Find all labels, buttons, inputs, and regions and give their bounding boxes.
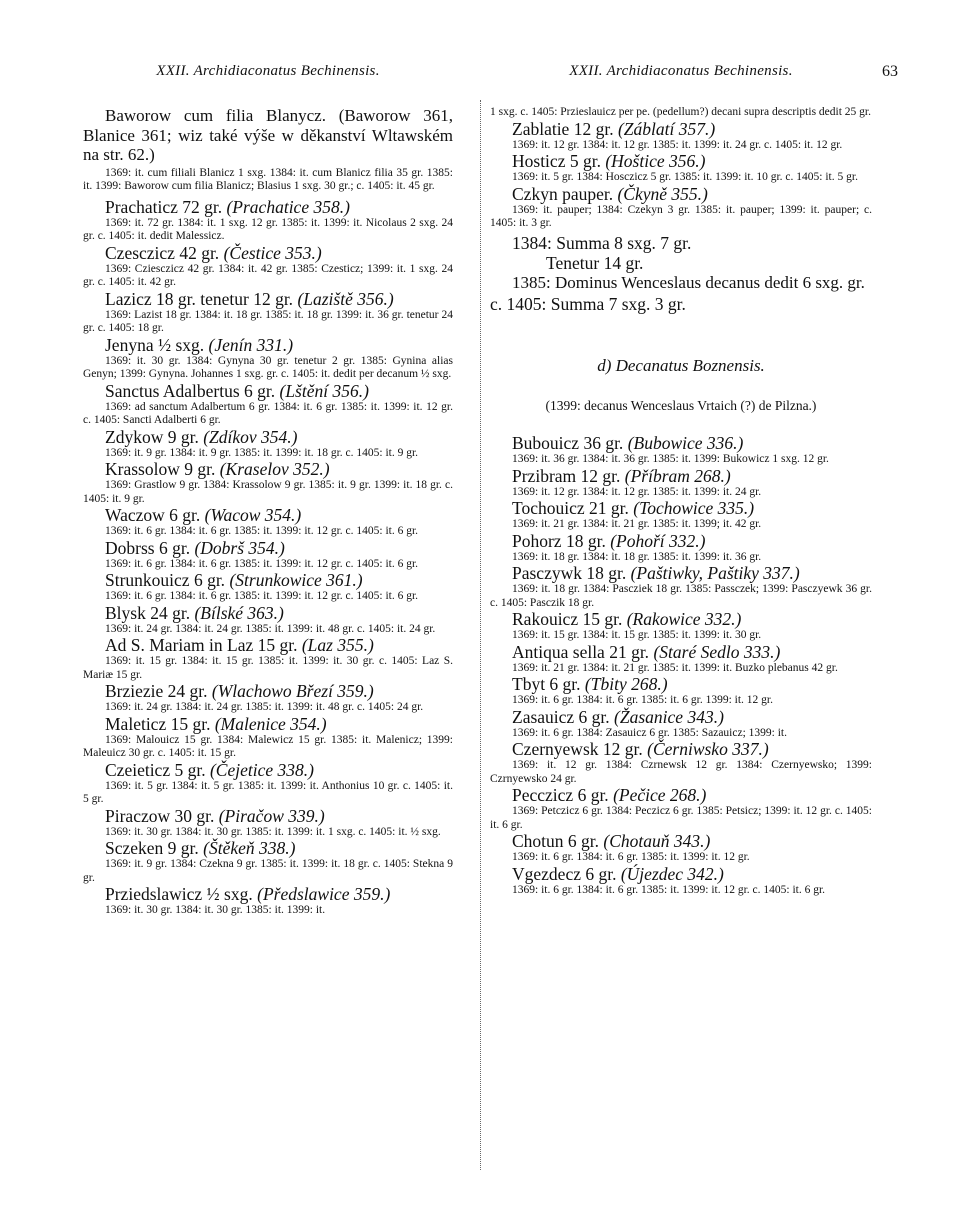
entry [83, 682, 453, 715]
entry-note: 1369: it. 6 gr. 1384: it. 6 gr. 1385: it. 1399: it. 12 gr. c. 1405: it. 6 gr. [105, 557, 419, 570]
entry [83, 460, 453, 506]
entry-name: Rakouicz 15 gr. [512, 609, 623, 629]
entry-note: 1369: ad sanctum Adalbertum 6 gr. 1384: it. 6 gr. 1385: it. 1399: it. 12 gr. c. 1405: Sancti Adalberti 6 gr. [83, 400, 453, 426]
entry [83, 807, 453, 840]
entry-title [83, 807, 453, 826]
entry-note: 1369: it. 21 gr. 1384: it. 21 gr. 1385: it. 1399: it. Buzko plebanus 42 gr. [512, 661, 838, 674]
summary-1384: 1384: Summa 8 sxg. 7 gr. [512, 232, 692, 253]
entry [490, 832, 872, 865]
entry-name: Vgezdecz 6 gr. [512, 863, 617, 884]
entry [490, 152, 872, 185]
entry-note: 1369: it. 12 gr. 1384: it. 12 gr. 1385: it. 1399: it. 24 gr. [512, 485, 762, 498]
entry-name: Zdykow 9 gr. [105, 426, 199, 447]
entry-title [83, 336, 453, 355]
entry-title [490, 532, 872, 551]
entry-name: Sanctus Adalbertus 6 gr. [105, 380, 276, 401]
entry-title [490, 865, 872, 884]
running-head-right: XXII. Archidiaconatus Bechinensis. [569, 63, 793, 79]
entry-name: Czesczicz 42 gr. [105, 242, 220, 263]
entry-title [490, 185, 872, 204]
entry-modern-name: (Strunkowice 361.) [229, 570, 363, 590]
entry-name: Pasczywk 18 gr. [512, 563, 627, 583]
entry-modern-name: (Piračow 339.) [218, 805, 325, 826]
entry-name: Czkyn pauper. [512, 183, 614, 204]
entry-name: Bubouicz 36 gr. [512, 433, 624, 453]
entry-note: 1369: it. 30 gr. 1384: Gynyna 30 gr. tenetur 2 gr. 1385: Gynina alias Genyn; 1399: Gynyna. Johannes 1 sxg. gr. c. 1405: it. dedit per decanum ½ sxg. [83, 354, 453, 380]
entry-modern-name: (Čestice 353.) [223, 242, 322, 263]
entry [83, 604, 453, 637]
entry-title [83, 571, 453, 590]
entry [83, 636, 453, 682]
summary-tenetur: Tenetur 14 gr. [546, 252, 644, 273]
entry-modern-name: (Laz 355.) [301, 635, 374, 655]
entry-note: 1369: it. 5 gr. 1384: it. 5 gr. 1385: it. 1399: it. Anthonius 10 gr. c. 1405: it. 5 gr. [83, 779, 453, 805]
right-column [490, 60, 872, 897]
entry-modern-name: (Čkyně 355.) [617, 183, 708, 204]
entry [490, 740, 872, 786]
entry [490, 564, 872, 610]
entry-modern-name: (Černiwsko 337.) [647, 739, 769, 759]
entry [83, 761, 453, 807]
entry [490, 643, 872, 676]
summary-1405: c. 1405: Summa 7 sxg. 3 gr. [490, 294, 686, 314]
entry-name: Czeieticz 5 gr. [105, 759, 206, 780]
entry-note: 1369: Lazist 18 gr. 1384: it. 18 gr. 1385: it. 18 gr. 1399: it. 36 gr. tenetur 24 gr. c. 1405: 18 gr. [83, 308, 453, 334]
entry [490, 610, 872, 643]
entry-note: 1369: it. 21 gr. 1384: it. 21 gr. 1385: it. 1399; it. 42 gr. [512, 518, 762, 530]
entry-title [83, 682, 453, 701]
entry [83, 428, 453, 461]
entry-title [83, 604, 453, 623]
entry-title [490, 740, 872, 759]
entry-modern-name: (Bílské 363.) [194, 602, 284, 623]
entry-title [83, 290, 453, 309]
entry-modern-name: (Čejetice 338.) [209, 759, 314, 780]
entry-note: 1369: Cziesczicz 42 gr. 1384: it. 42 gr. 1385: Czesticz; 1399: it. 1 sxg. 24 gr. c. 1405: it. 42 gr. [83, 262, 453, 288]
entry-note: 1369: Grastlow 9 gr. 1384: Krassolow 9 gr. 1385: it. 9 gr. 1399: it. 18 gr. c. 1405: it. 9 gr. [83, 479, 453, 505]
entry-note: 1369: it. 24 gr. 1384: it. 24 gr. 1385: it. 1399: it. 48 gr. c. 1405: 24 gr. [105, 701, 424, 713]
entry-note: 1369: it. 6 gr. 1384: it. 6 gr. 1385: it. 1399: it. 12 gr. c. 1405: it. 6 gr. [105, 525, 419, 537]
entry-name: Maleticz 15 gr. [105, 713, 211, 734]
entry [490, 708, 872, 741]
entry-note: 1369: it. 24 gr. 1384: it. 24 gr. 1385: it. 1399: it. 48 gr. c. 1405: it. 24 gr. [105, 622, 436, 635]
entry-title [83, 636, 453, 655]
entry [490, 467, 872, 500]
entry-modern-name: (Rakowice 332.) [626, 609, 742, 629]
entry-title [490, 434, 872, 453]
entry-note: 1369: it. 9 gr. 1384: Czekna 9 gr. 1385: it. 1399: it. 18 gr. c. 1405: Stekna 9 gr. [83, 858, 453, 884]
entry-modern-name: (Štěkeň 338.) [203, 838, 296, 858]
entry-modern-name: (Pohoří 332.) [610, 530, 706, 551]
entry-title [83, 839, 453, 858]
entry-title [490, 499, 872, 518]
entry-title [490, 564, 872, 583]
entry-name: Brziezie 24 gr. [105, 681, 208, 701]
entry-note: 1369: it. 72 gr. 1384: it. 1 sxg. 12 gr. 1385: it. 1399: it. Nicolaus 2 sxg. 24 gr. c. 1405: it. dedit Malessicz. [83, 216, 453, 242]
right-entry-list-a [490, 120, 872, 231]
entry-modern-name: (Pečice 268.) [613, 785, 707, 805]
entry-name: Hosticz 5 gr. [512, 151, 601, 171]
entry-modern-name: (Příbram 268.) [624, 465, 731, 486]
entry-title [490, 610, 872, 629]
entry-modern-name: (Předslawice 359.) [257, 884, 391, 904]
right-entry-list-b [490, 434, 872, 897]
entry-modern-name: (Záblatí 357.) [617, 118, 716, 139]
entry-name: Dobrss 6 gr. [105, 537, 191, 558]
entry [490, 120, 872, 153]
entry-title [83, 885, 453, 904]
intro-note: 1369: it. cum filiali Blanicz 1 sxg. 1384: it. cum Blanicz filia 35 gr. 1385: it. 1399: Baworow cum filia Blanicz; Blasius 1 sxg. 30 gr.; c. 1405: it. 45 gr. [83, 166, 453, 192]
entry-name: Zasauicz 6 gr. [512, 706, 610, 727]
entry-modern-name: (Újezdec 342.) [620, 863, 724, 884]
entry [83, 244, 453, 290]
entry-modern-name: (Wacow 354.) [204, 505, 302, 525]
entry-title [490, 643, 872, 662]
entry-modern-name: (Chotauň 343.) [603, 831, 711, 851]
entry-note: 1369: it. 9 gr. 1384: it. 9 gr. 1385: it. 1399: it. 18 gr. c. 1405: it. 9 gr. [105, 446, 419, 459]
entry-note: 1369: it. 6 gr. 1384: it. 6 gr. 1385: it. 1399: it. 12 gr. c. 1405: it. 6 gr. [512, 883, 826, 896]
continued-note: 1 sxg. c. 1405: Przieslauicz per pe. (pedellum?) decani supra descriptis dedit 25 gr. [490, 106, 871, 118]
entry-note: 1369: it. 6 gr. 1384: Zasauicz 6 gr. 1385: Sazauicz; 1399: it. [512, 726, 787, 739]
entry-title [490, 832, 872, 851]
column-divider [480, 100, 481, 1170]
entry-note: 1369: it. pauper; 1384: Czekyn 3 gr. 1385: it. pauper; 1399: it. pauper; c. 1405: it. 3 gr. [490, 203, 872, 229]
entry [490, 865, 872, 898]
entry [490, 434, 872, 467]
entry-name: Czernyewsk 12 gr. [512, 739, 643, 759]
entry-name: Tbyt 6 gr. [512, 674, 581, 694]
entry-title [83, 761, 453, 780]
entry-modern-name: (Paštiwky, Paštiky 337.) [630, 563, 800, 583]
entry-title [83, 460, 453, 479]
entry-modern-name: (Malenice 354.) [214, 713, 327, 734]
entry [83, 290, 453, 336]
entry [83, 839, 453, 885]
entry-title [490, 467, 872, 486]
entry [83, 336, 453, 382]
entry-note: 1369: it. 18 gr. 1384: Pascziek 18 gr. 1385: Passczek; 1399: Pasczyewk 36 gr. c. 1405: Pasczik 18 gr. [490, 583, 872, 609]
entry-note: 1369: Petczicz 6 gr. 1384: Peczicz 6 gr. 1385: Petsicz; 1399: it. 12 gr. c. 1405: it. 6 gr. [490, 805, 872, 831]
entry [490, 532, 872, 565]
entry-title [490, 708, 872, 727]
entry-name: Pohorz 18 gr. [512, 530, 606, 551]
entry-title [83, 506, 453, 525]
entry-title [83, 539, 453, 558]
entry [83, 539, 453, 572]
entry-modern-name: (Dobrš 354.) [194, 537, 285, 558]
entry-name: Piraczow 30 gr. [105, 805, 215, 826]
entry-name: Pecczicz 6 gr. [512, 785, 609, 805]
entry-note: 1369: it. 12 gr. 1384: Czrnewsk 12 gr. 1384: Czernyewsko; 1399: Czrnyewsko 24 gr. [490, 759, 872, 785]
entry [83, 715, 453, 761]
entry-modern-name: (Kraselov 352.) [219, 459, 330, 479]
entry-name: Jenyna ½ sxg. [105, 334, 205, 355]
entry-title [490, 152, 872, 171]
intro-paragraph: Baworow cum filia Blanycz. (Baworow 361, Blanice 361; wiz také výše w děkanství Wltawském na str. 62.) [83, 106, 453, 164]
entry [83, 382, 453, 428]
entry-title [83, 198, 453, 217]
entry-modern-name: (Bubowice 336.) [627, 433, 744, 453]
left-entry-list [83, 198, 453, 918]
left-column [83, 60, 453, 918]
entry-name: Krassolow 9 gr. [105, 459, 216, 479]
entry-modern-name: (Tbity 268.) [584, 674, 668, 694]
section-note: (1399: decanus Wenceslaus Vrtaich (?) de Pilzna.) [545, 398, 817, 413]
entry-note: 1369: it. 6 gr. 1384: it. 6 gr. 1385: it. 6 gr. 1399: it. 12 gr. [512, 694, 773, 706]
entry-modern-name: (Tochowice 335.) [633, 498, 755, 518]
entry-modern-name: (Jenín 331.) [208, 334, 294, 355]
entry-name: Strunkouicz 6 gr. [105, 570, 226, 590]
entry-name: Sczeken 9 gr. [105, 838, 199, 858]
entry-title [83, 244, 453, 263]
entry [490, 499, 872, 532]
entry-name: Antiqua sella 21 gr. [512, 641, 650, 662]
entry [490, 675, 872, 708]
entry-modern-name: (Laziště 356.) [297, 288, 394, 309]
entry-title [83, 428, 453, 447]
entry-name: Przibram 12 gr. [512, 465, 621, 486]
entry-modern-name: (Hoštice 356.) [605, 151, 706, 171]
entry-note: 1369: it. 15 gr. 1384: it. 15 gr. 1385: it. 1399: it. 30 gr. [512, 629, 762, 641]
entry-name: Chotun 6 gr. [512, 831, 600, 851]
entry-note: 1369: it. 30 gr. 1384: it. 30 gr. 1385: it. 1399: it. 1 sxg. c. 1405: it. ½ sxg. [105, 825, 441, 838]
entry-name: Prachaticz 72 gr. [105, 196, 223, 217]
entry-name: Lazicz 18 gr. tenetur 12 gr. [105, 288, 294, 309]
entry-note: 1369: Malouicz 15 gr. 1384: Malewicz 15 gr. 1385: it. Malenicz; 1399: Maleuicz 30 gr. c. 1405: it. 15 gr. [83, 733, 453, 759]
entry-name: Blysk 24 gr. [105, 602, 191, 623]
right-column-body [490, 106, 872, 897]
entry-note: 1369: it. 12 gr. 1384: it. 12 gr. 1385: it. 1399: it. 24 gr. c. 1405: it. 12 gr. [512, 138, 843, 151]
entry-name: Tochouicz 21 gr. [512, 498, 629, 518]
entry-name: Ad S. Mariam in Laz 15 gr. [105, 635, 298, 655]
entry-modern-name: (Žasanice 343.) [614, 706, 724, 727]
entry [490, 786, 872, 832]
page-number: 63 [882, 63, 898, 80]
entry-modern-name: (Zdíkov 354.) [203, 426, 298, 447]
entry-note: 1369: it. 6 gr. 1384: it. 6 gr. 1385: it. 1399: it. 12 gr. [512, 851, 750, 863]
entry [83, 198, 453, 244]
entry [490, 185, 872, 231]
entry-title [490, 120, 872, 139]
entry-modern-name: (Wlachowo Březí 359.) [211, 681, 374, 701]
entry [83, 506, 453, 539]
entry-title [83, 382, 453, 401]
entry [83, 885, 453, 918]
entry-name: Zablatie 12 gr. [512, 118, 614, 139]
entry-title [83, 715, 453, 734]
section-heading: d) Decanatus Boznensis. [597, 356, 765, 375]
left-column-body [83, 106, 453, 918]
entry-name: Prziedslawicz ½ sxg. [105, 884, 253, 904]
running-head-left: XXII. Archidiaconatus Bechinensis. [156, 63, 380, 79]
entry-note: 1369: it. 30 gr. 1384: it. 30 gr. 1385: it. 1399: it. [105, 904, 326, 916]
entry-title [490, 786, 872, 805]
entry-title [490, 675, 872, 694]
entry-note: 1369: it. 18 gr. 1384: it. 18 gr. 1385: it. 1399: it. 36 gr. [512, 550, 762, 563]
entry-modern-name: (Staré Sedlo 333.) [653, 641, 781, 662]
entry-note: 1369: it. 15 gr. 1384: it. 15 gr. 1385: it. 1399: it. 30 gr. c. 1405: Laz S. Mariæ 15 gr. [83, 655, 453, 681]
entry-modern-name: (Lštění 356.) [279, 380, 369, 401]
entry [83, 571, 453, 604]
summary-1385: 1385: Dominus Wenceslaus decanus dedit 6 sxg. gr. [512, 272, 865, 292]
entry-note: 1369: it. 36 gr. 1384: it. 36 gr. 1385: it. 1399: Bukowicz 1 sxg. 12 gr. [512, 453, 829, 465]
entry-note: 1369: it. 5 gr. 1384: Hosczicz 5 gr. 1385: it. 1399: it. 10 gr. c. 1405: it. 5 gr. [512, 171, 858, 183]
entry-modern-name: (Prachatice 358.) [226, 196, 350, 217]
entry-note: 1369: it. 6 gr. 1384: it. 6 gr. 1385: it. 1399: it. 12 gr. c. 1405: it. 6 gr. [105, 590, 419, 602]
entry-name: Waczow 6 gr. [105, 505, 201, 525]
